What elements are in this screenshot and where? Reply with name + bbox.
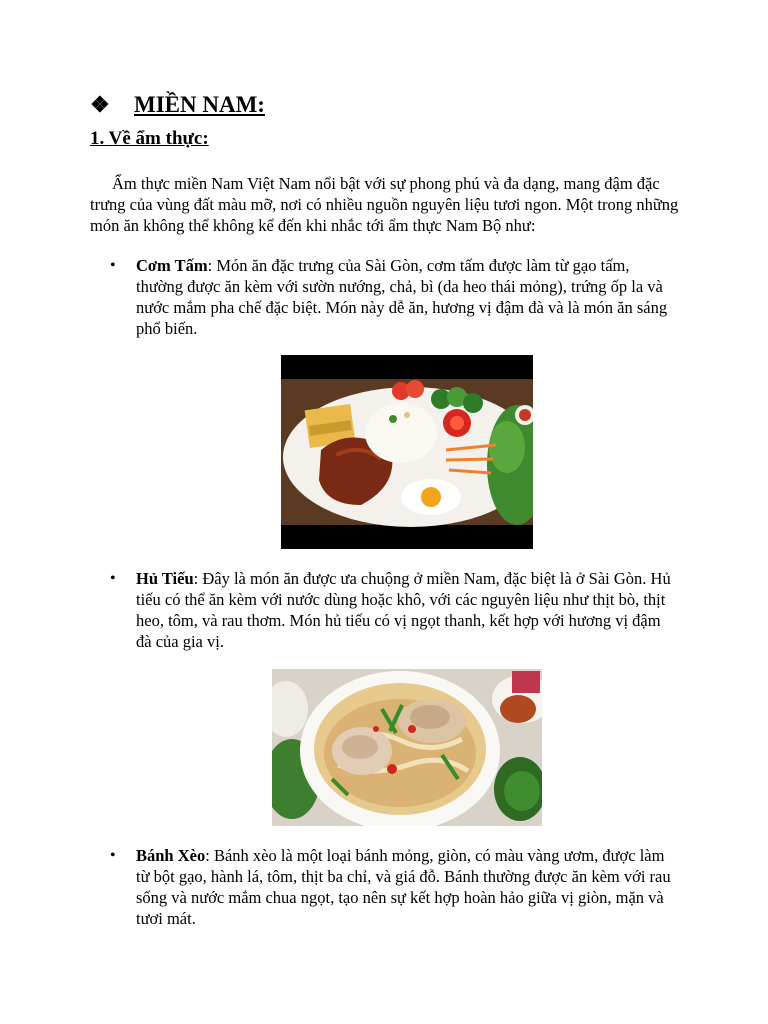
list-item-text [136,255,680,339]
com-tam-photo [281,355,533,549]
list-item-text [136,845,680,929]
dish-name: Bánh Xèo [136,846,206,865]
diamond-bullet-icon: ❖ [90,92,110,117]
bullet-icon: • [110,847,116,864]
list-item-hu-tieu [110,568,680,652]
section-heading [90,92,265,118]
hu-tieu-photo [272,669,542,826]
dish-description: : Món ăn đặc trưng của Sài Gòn, cơm tấm được làm từ gạo tấm, thường được ăn kèm với sườn nướng, chả, bì (da heo thái mỏng), trứng ốp la và nước mắm pha chế đặc biệt. Món này dễ ăn, hương vị đậm đà và là món ăn sáng phổ biến. [136,256,668,338]
dish-description: : Bánh xèo là một loại bánh mỏng, giòn, có màu vàng ươm, được làm từ bột gạo, hành lá, tôm, thịt ba chỉ, và giá đỗ. Bánh thường được ăn kèm với rau sống và nước mắm chua ngọt, tạo nên sự kết hợp hoàn hảo giữa vị giòn, mặn và tươi mát. [136,846,671,928]
dish-description: : Đây là món ăn được ưa chuộng ở miền Nam, đặc biệt là ở Sài Gòn. Hủ tiếu có thể ăn kèm với nước dùng hoặc khô, với các nguyên liệu như thịt bò, thịt heo, tôm, và rau thơm. Món hủ tiếu có vị ngọt thanh, kết hợp với hương vị đậm đà của gia vị. [136,569,671,651]
intro-paragraph: Ẩm thực miền Nam Việt Nam nổi bật với sự phong phú và đa dạng, mang đậm đặc trưng của vùng đất màu mỡ, nơi có nhiều nguồn nguyên liệu tươi ngon. Một trong những món ăn không thể không kể đến khi nhắc tới ẩm thực Nam Bộ như: [90,174,679,235]
subsection-title: 1. Về ẩm thực: [90,128,209,149]
dish-name: Hủ Tiếu [136,569,194,588]
bullet-icon: • [110,257,116,274]
bullet-icon: • [110,570,116,587]
list-item-banh-xeo [110,845,680,929]
list-item-text [136,568,680,652]
list-item-com-tam [110,255,680,339]
dish-name: Cơm Tấm [136,256,208,275]
section-title: MIỀN NAM: [134,92,265,117]
